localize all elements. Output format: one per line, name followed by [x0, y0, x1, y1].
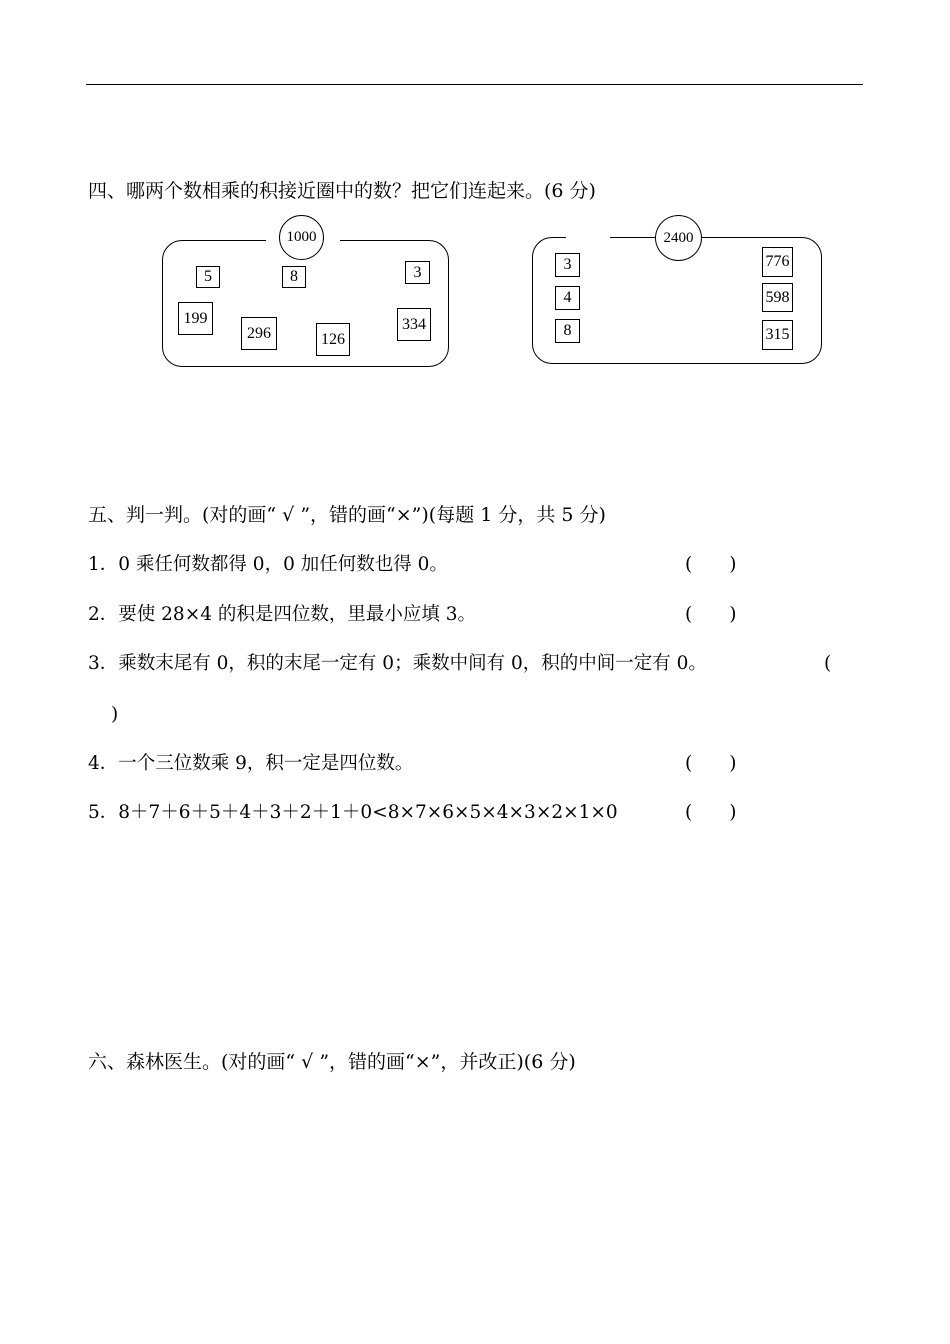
judge-item-3: 3．乘数末尾有 0，积的末尾一定有 0；乘数中间有 0，积的中间一定有 0。 [88, 653, 707, 674]
answer-blank-4[interactable]: ( ) [685, 753, 737, 774]
judge-item-2: 2．要使 28×4 的积是四位数，里最小应填 3。 [88, 604, 476, 625]
answer-blank-2[interactable]: ( ) [685, 604, 737, 625]
right-panel-gap [566, 233, 610, 239]
judge-item-5: 5．8＋7＋6＋5＋4＋3＋2＋1＋0<8×7×6×5×4×3×2×1×0 [88, 802, 618, 823]
judge-item-4: 4．一个三位数乘 9，积一定是四位数。 [88, 753, 414, 774]
number-box: 5 [196, 266, 220, 288]
number-box: 8 [555, 319, 580, 343]
section6-title: 六、森林医生。(对的画“ √ ”，错的画“×”，并改正)(6 分) [88, 1051, 576, 1073]
top-rule [86, 84, 863, 85]
answer-blank-1[interactable]: ( ) [685, 554, 737, 575]
number-box: 776 [762, 247, 793, 277]
number-box: 8 [282, 266, 306, 288]
number-box: 598 [762, 283, 793, 312]
number-box: 126 [316, 323, 350, 356]
answer-blank-3-close[interactable]: ) [111, 704, 119, 725]
number-box: 334 [397, 308, 431, 341]
number-box: 3 [405, 261, 430, 284]
section4-title: 四、哪两个数相乘的积接近圈中的数？把它们连起来。(6 分) [88, 180, 596, 202]
target-circle-2400: 2400 [655, 215, 702, 261]
number-box: 315 [762, 320, 793, 350]
answer-blank-5[interactable]: ( ) [685, 802, 737, 823]
number-box: 199 [178, 302, 213, 335]
answer-blank-3-open[interactable]: ( [824, 653, 832, 674]
target-circle-1000: 1000 [279, 215, 324, 260]
judge-item-1: 1．0 乘任何数都得 0，0 加任何数也得 0。 [88, 554, 448, 575]
number-box: 3 [555, 253, 580, 277]
number-box: 4 [555, 286, 580, 310]
section5-title: 五、判一判。(对的画“ √ ”，错的画“×”)(每题 1 分，共 5 分) [88, 504, 606, 526]
number-box: 296 [241, 317, 277, 350]
